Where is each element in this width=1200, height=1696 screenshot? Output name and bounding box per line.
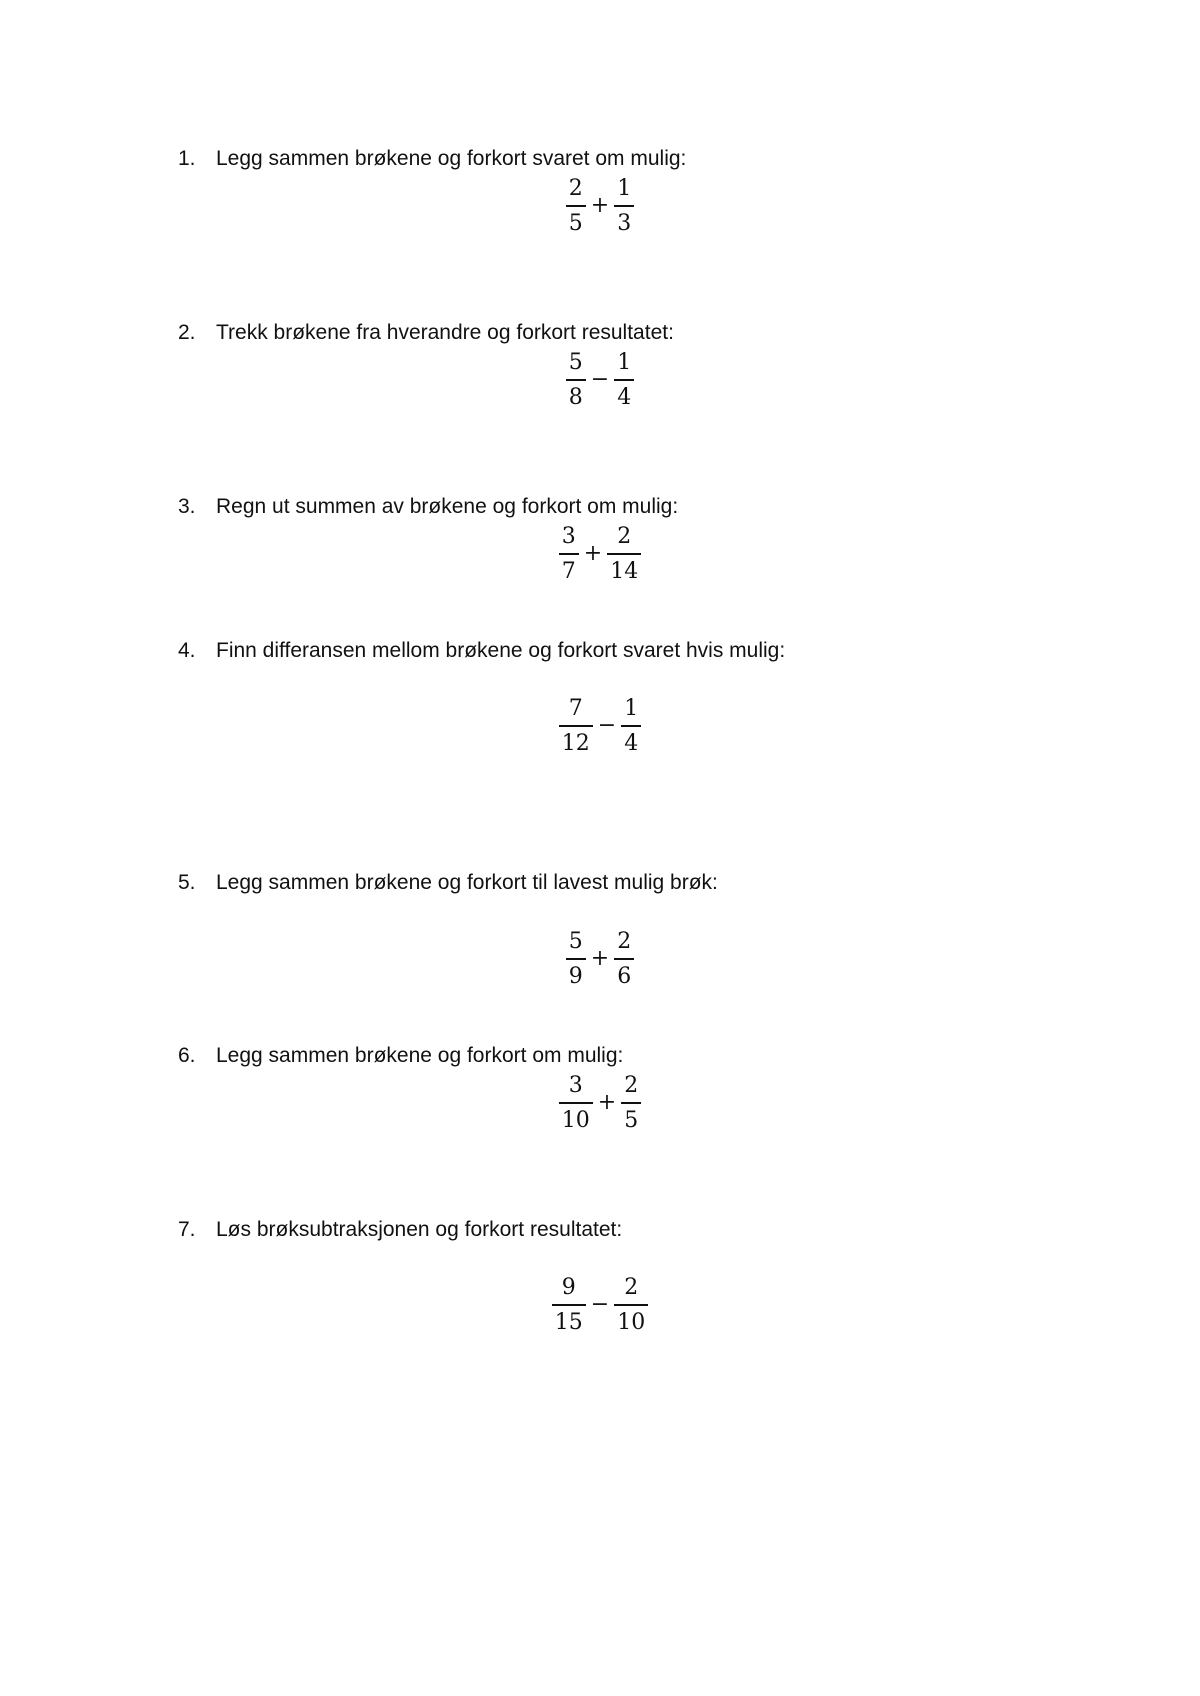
denominator: 10	[561, 1108, 590, 1133]
fraction-bar	[566, 379, 586, 381]
fraction-expression	[0, 173, 1200, 239]
fraction-bar	[621, 725, 641, 727]
fraction-right	[614, 1272, 648, 1338]
fraction-bar	[566, 958, 586, 960]
numerator: 2	[617, 524, 632, 549]
operator: −	[590, 367, 610, 392]
problem-number: 3.	[178, 495, 196, 518]
fraction-left	[559, 521, 579, 587]
problem-text: Løs brøksubtraksjonen og forkort resultatet:	[216, 1218, 623, 1241]
problem-text: Finn differansen mellom brøkene og forkort svaret hvis mulig:	[216, 639, 786, 662]
fraction-bar	[614, 205, 634, 207]
numerator: 1	[617, 350, 632, 375]
denominator: 6	[617, 964, 632, 989]
operator: +	[590, 946, 610, 971]
numerator: 2	[624, 1073, 639, 1098]
fraction-bar	[614, 958, 634, 960]
numerator: 9	[561, 1275, 576, 1300]
fraction-right	[607, 521, 641, 587]
problem-text: Regn ut summen av brøkene og forkort om mulig:	[216, 495, 679, 518]
problem-prompt	[0, 1215, 1200, 1245]
fraction-expression	[0, 926, 1200, 992]
problem-number: 6.	[178, 1044, 196, 1067]
fraction-right	[614, 347, 634, 413]
denominator: 14	[610, 559, 639, 584]
problem-text: Trekk brøkene fra hverandre og forkort resultatet:	[216, 321, 674, 344]
denominator: 15	[554, 1310, 583, 1335]
denominator: 8	[568, 385, 583, 410]
denominator: 4	[617, 385, 632, 410]
fraction-bar	[621, 1102, 641, 1104]
fraction-expression	[0, 1272, 1200, 1338]
numerator: 5	[568, 929, 583, 954]
fraction-left	[552, 1272, 586, 1338]
numerator: 2	[617, 929, 632, 954]
problem-number: 4.	[178, 639, 196, 662]
operator: +	[590, 193, 610, 218]
fraction-right	[614, 926, 634, 992]
fraction-bar	[614, 1304, 648, 1306]
numerator: 1	[617, 176, 632, 201]
fraction-left	[559, 693, 593, 759]
problem-number: 2.	[178, 321, 196, 344]
fraction-bar	[552, 1304, 586, 1306]
fraction-bar	[566, 205, 586, 207]
numerator: 3	[561, 524, 576, 549]
numerator: 1	[624, 696, 639, 721]
fraction-bar	[607, 553, 641, 555]
problem-prompt	[0, 1041, 1200, 1071]
denominator: 10	[617, 1310, 646, 1335]
fraction-left	[566, 347, 586, 413]
denominator: 5	[568, 211, 583, 236]
fraction-expression	[0, 347, 1200, 413]
denominator: 9	[568, 964, 583, 989]
numerator: 2	[568, 176, 583, 201]
denominator: 3	[617, 211, 632, 236]
denominator: 5	[624, 1108, 639, 1133]
denominator: 4	[624, 731, 639, 756]
numerator: 2	[624, 1275, 639, 1300]
fraction-expression	[0, 521, 1200, 587]
problem-number: 1.	[178, 147, 196, 170]
denominator: 12	[561, 731, 590, 756]
numerator: 3	[568, 1073, 583, 1098]
problem-prompt	[0, 144, 1200, 174]
fraction-expression	[0, 693, 1200, 759]
problem-prompt	[0, 868, 1200, 898]
problem-prompt	[0, 318, 1200, 348]
fraction-bar	[559, 1102, 593, 1104]
fraction-right	[621, 1070, 641, 1136]
operator: +	[583, 541, 603, 566]
fraction-left	[559, 1070, 593, 1136]
numerator: 5	[568, 350, 583, 375]
problem-text: Legg sammen brøkene og forkort til lavest mulig brøk:	[216, 871, 718, 894]
operator: −	[597, 713, 617, 738]
fraction-expression	[0, 1070, 1200, 1136]
fraction-right	[621, 693, 641, 759]
fraction-left	[566, 926, 586, 992]
problem-text: Legg sammen brøkene og forkort svaret om mulig:	[216, 147, 687, 170]
denominator: 7	[561, 559, 576, 584]
operator: −	[590, 1292, 610, 1317]
numerator: 7	[568, 696, 583, 721]
problem-prompt	[0, 492, 1200, 522]
fraction-bar	[614, 379, 634, 381]
fraction-left	[566, 173, 586, 239]
operator: +	[597, 1090, 617, 1115]
fraction-bar	[559, 725, 593, 727]
fraction-right	[614, 173, 634, 239]
problem-number: 5.	[178, 871, 196, 894]
problem-text: Legg sammen brøkene og forkort om mulig:	[216, 1044, 624, 1067]
problem-prompt	[0, 636, 1200, 666]
fraction-bar	[559, 553, 579, 555]
problem-number: 7.	[178, 1218, 196, 1241]
